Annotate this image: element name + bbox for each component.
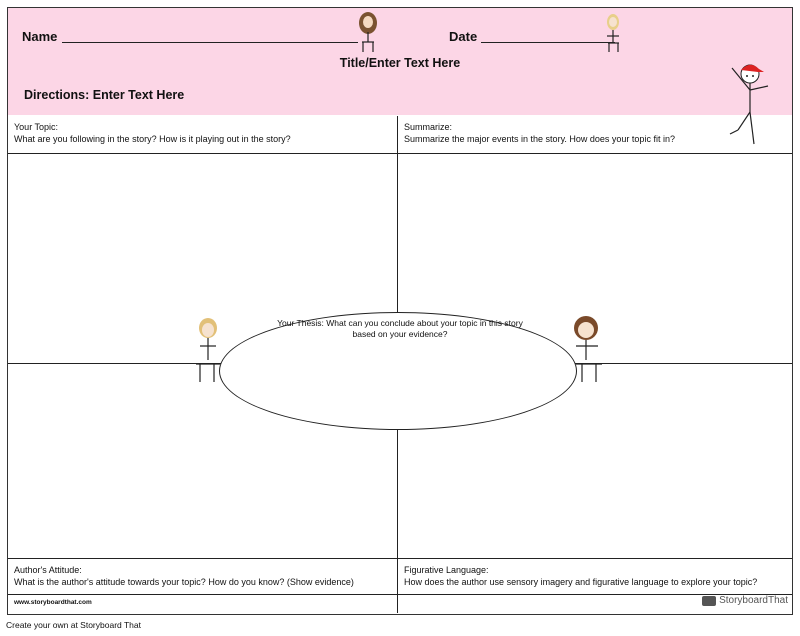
directions-text[interactable]: Directions: Enter Text Here <box>24 88 185 102</box>
footer-divider <box>8 594 792 595</box>
brand-text: StoryboardThat <box>719 595 788 606</box>
cell-authors-attitude[interactable] <box>8 558 397 594</box>
cell-figurative-language[interactable] <box>398 558 792 594</box>
girl-brown-bob-sitting-icon <box>568 314 608 386</box>
date-label: Date <box>449 29 478 44</box>
cell-your-topic-prompt: What are you following in the story? How is it playing out in the story? <box>14 134 291 144</box>
boy-blonde-sitting-icon <box>190 316 224 386</box>
cell-summarize[interactable] <box>398 116 792 154</box>
date-field[interactable] <box>481 42 615 43</box>
name-label: Name <box>22 29 58 44</box>
site-url[interactable]: www.storyboardthat.com <box>14 599 92 606</box>
cell-your-topic[interactable] <box>8 116 397 154</box>
create-own-link[interactable]: Create your own at Storyboard That <box>6 620 141 630</box>
cell-your-topic-label: Your Topic: <box>14 122 59 132</box>
cell-figurative-language-label: Figurative Language: <box>404 565 489 575</box>
cell-summarize-prompt: Summarize the major events in the story. How does your topic fit in? <box>404 134 675 144</box>
name-field[interactable] <box>62 42 358 43</box>
cell-figurative-language-prompt: How does the author use sensory imagery and figurative language to explore your topic? <box>404 577 758 587</box>
girl-blonde-sitting-icon <box>600 12 626 54</box>
storyboardthat-brand[interactable] <box>702 595 788 606</box>
girl-brown-hair-sitting-icon <box>352 10 382 54</box>
cell-authors-attitude-label: Author's Attitude: <box>14 565 82 575</box>
cell-authors-attitude-prompt: What is the author's attitude towards your topic? How do you know? (Show evidence) <box>14 577 354 587</box>
thesis-prompt: Your Thesis: What can you conclude about your topic in this story based on your evidence? <box>277 318 523 339</box>
cell-summarize-label: Summarize: <box>404 122 453 132</box>
storyboardthat-logo-icon <box>702 596 716 606</box>
page-title[interactable]: Title/Enter Text Here <box>339 56 461 70</box>
